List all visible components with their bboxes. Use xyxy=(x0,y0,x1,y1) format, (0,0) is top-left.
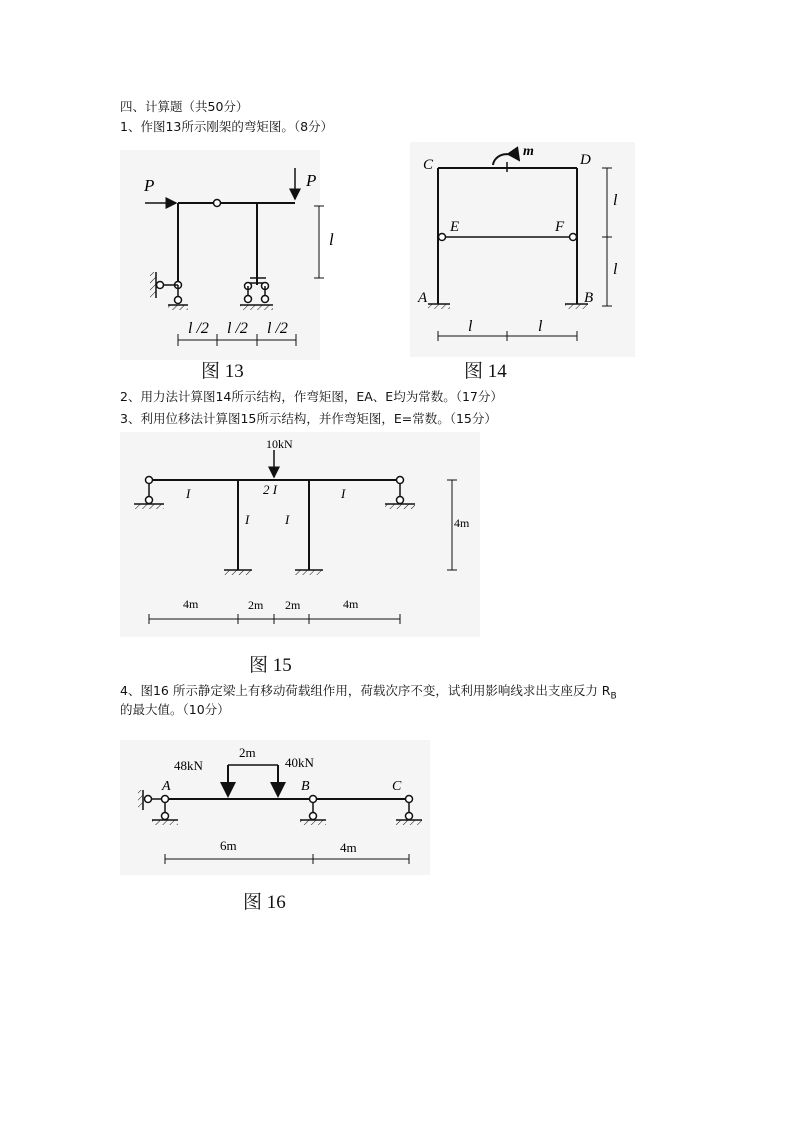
question-1-text: 1、作图13所示刚架的弯矩图。（8分） xyxy=(120,119,334,134)
figure-16-caption: 图 16 xyxy=(243,892,286,913)
node-d: D xyxy=(580,152,591,168)
height-label: 4m xyxy=(454,516,470,530)
height-label: l xyxy=(329,230,334,249)
load-right-label: P xyxy=(306,171,317,190)
figure-13 xyxy=(120,150,334,360)
span-label-3: 2m xyxy=(285,598,301,612)
span-label-1: l /2 xyxy=(188,320,209,337)
node-e: E xyxy=(450,219,460,235)
node-a: A xyxy=(162,779,171,794)
question-2-text: 2、用力法计算图14所示结构，作弯矩图，EA、E均为常数。（17分） xyxy=(120,389,503,404)
stiffness-right-column: I xyxy=(285,512,290,527)
height-label-lower: l xyxy=(613,261,618,278)
section-title: 四、计算题（共50分） xyxy=(120,99,249,114)
span-label-left: l xyxy=(468,318,473,335)
stiffness-left-beam: I xyxy=(186,486,191,501)
reaction-subscript: B xyxy=(610,691,617,702)
question-4-text-continued: 的最大值。（10分） xyxy=(120,702,230,717)
load-label: 10kN xyxy=(266,437,293,451)
span-label-1: 4m xyxy=(183,597,199,611)
span-label-4: 4m xyxy=(343,597,359,611)
question-4-line-1: 4、图16 所示静定梁上有移动荷载组作用，荷载次序不变，试利用影响线求出支座反力 R xyxy=(120,683,611,698)
node-a: A xyxy=(418,290,428,306)
span-label-bc: 4m xyxy=(340,840,357,855)
figure-16 xyxy=(120,740,430,875)
spacing-label: 2m xyxy=(239,745,256,760)
node-b: B xyxy=(584,290,594,306)
figure-15 xyxy=(120,432,480,637)
node-c: C xyxy=(392,779,402,794)
height-label-upper: l xyxy=(613,192,618,209)
node-c: C xyxy=(423,157,434,173)
figure-15-caption: 图 15 xyxy=(249,655,292,676)
span-label-3: l /2 xyxy=(267,320,288,337)
question-3-text: 3、利用位移法计算图15所示结构，并作弯矩图，E=常数。（15分） xyxy=(120,411,497,426)
stiffness-right-beam: I xyxy=(341,486,346,501)
span-label-2: l /2 xyxy=(227,320,248,337)
load-left-label: P xyxy=(144,176,155,195)
span-label-right: l xyxy=(538,318,543,335)
hinge xyxy=(214,200,221,207)
node-f: F xyxy=(555,219,565,235)
figure-14-caption: 图 14 xyxy=(464,361,507,382)
right-support xyxy=(240,278,273,310)
load-1-label: 48kN xyxy=(174,758,203,773)
stiffness-left-column: I xyxy=(245,512,250,527)
load-2-label: 40kN xyxy=(285,755,314,770)
stiffness-middle-beam: 2 I xyxy=(263,482,278,497)
span-label-ab: 6m xyxy=(220,838,237,853)
node-b: B xyxy=(301,779,310,794)
figure-13-caption: 图 13 xyxy=(201,361,244,382)
figure-14 xyxy=(410,142,635,357)
span-label-2: 2m xyxy=(248,598,264,612)
left-support xyxy=(150,272,188,310)
moment-label: m xyxy=(523,144,534,159)
